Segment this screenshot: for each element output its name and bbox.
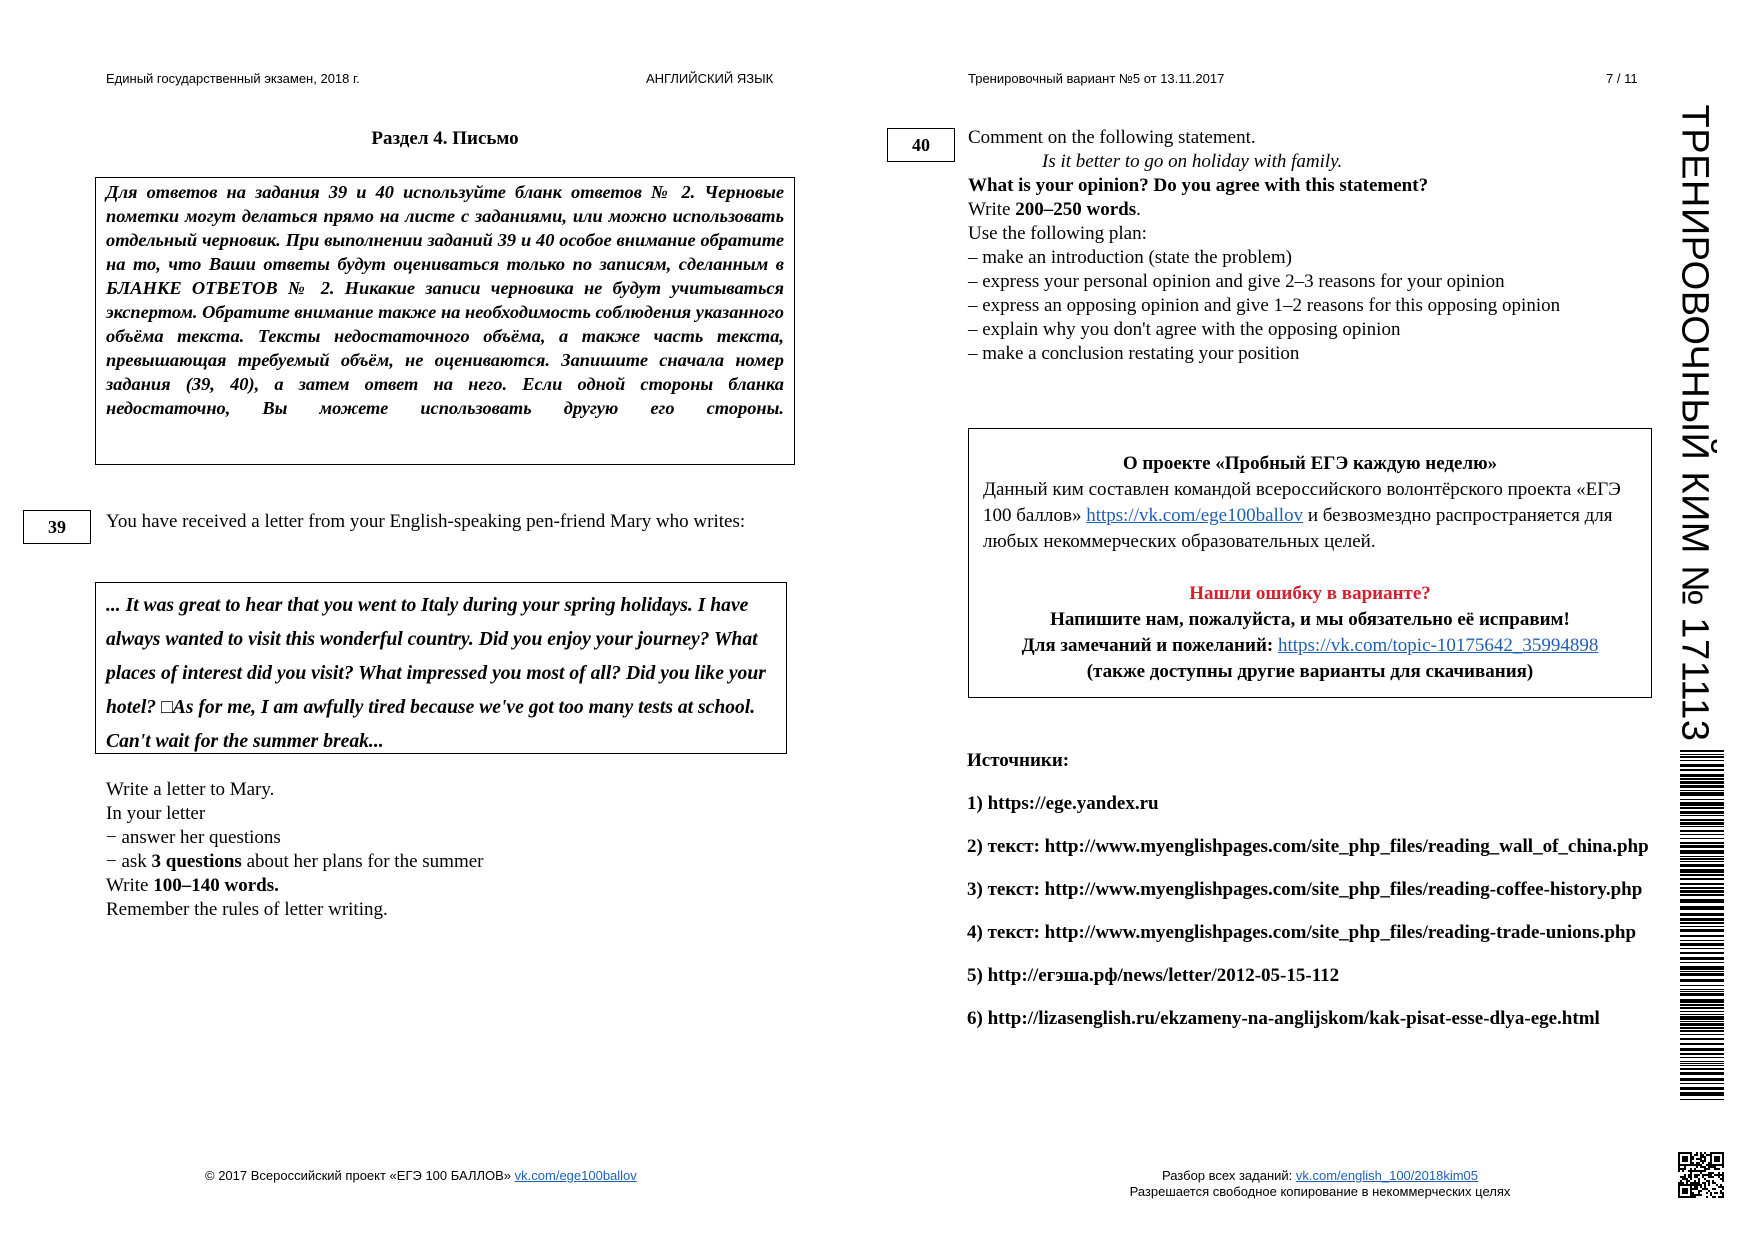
section-title: Раздел 4. Письмо — [371, 128, 519, 149]
task-39-text: − ask — [106, 851, 152, 872]
task-39-line — [106, 874, 483, 898]
sources-title: Источники: — [967, 750, 1070, 771]
task-39-line: Write a letter to Mary. — [106, 779, 275, 800]
footer-text: Разбор всех заданий: — [1161, 1168, 1296, 1183]
footer-copyright — [205, 1168, 637, 1183]
footer-analysis-link[interactable]: vk.com/english_100/2018kim05 — [1295, 1168, 1478, 1183]
task-39-line: In your letter — [106, 803, 206, 824]
instructions-text: Для ответов на задания 39 и 40 используйте бланк ответов № 2. Черновые пометки могут делаться прямо на листе с заданиями, или можно использовать отдельный черновик. При выполнении заданий 39 и 40 особое внимание обратите на то, что Ваши ответы будут оцениваться только по записям, сделанным в БЛАНКЕ ОТВЕТОВ № 2. Никакие записи черновика не будут учитываться экспертом. Обратите внимание также на необходимость соблюдения указанного объёма текста. Тексты недостаточного объёма, а также часть текста, превышающая требуемый объём, не оцениваются. Запишите сначала номер задания (39, 40), а затем ответ на него. Если одной стороны бланка недостаточно, Вы можете использовать другую его стороны. — [106, 182, 784, 418]
task-40-line: Comment on the following statement. — [968, 127, 1256, 148]
task-40-statement: Is it better to go on holiday with family. — [1042, 151, 1343, 172]
task-39-text: Write — [106, 875, 154, 896]
source-item: 2) текст: http://www.myenglishpages.com/site_php_files/reading_wall_of_china.php — [967, 836, 1649, 857]
plan-item: – express an opposing opinion and give 1–2 reasons for this opposing opinion — [968, 295, 1561, 316]
project-text: и безвозмездно распространяется для любых некоммерческих образовательных целей. — [983, 505, 1613, 552]
task-39-bold: 100–140 words. — [153, 875, 279, 896]
plan-item: – express your personal opinion and give 2–3 reasons for your opinion — [968, 271, 1505, 292]
task-39-requirements — [106, 778, 483, 922]
task-40-number: 40 — [887, 128, 955, 162]
header-subject: АНГЛИЙСКИЙ ЯЗЫК — [646, 71, 774, 86]
barcode-icon — [1680, 750, 1724, 1100]
source-item: 4) текст: http://www.myenglishpages.com/site_php_files/reading-trade-unions.php — [967, 922, 1637, 943]
footer-link[interactable]: vk.com/ege100ballov — [514, 1168, 637, 1183]
task-39-line — [106, 850, 483, 874]
feedback-line — [983, 633, 1637, 659]
footer-right — [1030, 1168, 1610, 1200]
task-40-question: What is your opinion? Do you agree with this statement? — [968, 175, 1429, 196]
task-40-body — [968, 126, 1560, 366]
project-text: Данный ким составлен командой всероссийского волонтёрского проекта «ЕГЭ 100 баллов» — [983, 479, 1621, 526]
error-text: Напишите нам, пожалуйста, и мы обязательно её исправим! — [1050, 609, 1570, 630]
source-item: 3) текст: http://www.myenglishpages.com/site_php_files/reading-coffee-history.php — [967, 879, 1643, 900]
project-info-box — [968, 428, 1652, 698]
project-description — [983, 477, 1637, 555]
side-label-text: ТРЕНИРОВОЧНЫЙ КИМ № 171113 — [1673, 104, 1716, 742]
error-title: Нашли ошибку в варианте? — [1189, 583, 1431, 604]
feedback-label: Для замечаний и пожеланий: — [1021, 635, 1278, 656]
side-label — [1672, 104, 1716, 742]
task-40-line — [968, 198, 1560, 222]
feedback-link[interactable]: https://vk.com/topic-10175642_35994898 — [1277, 635, 1599, 656]
source-item: 6) http://lizasenglish.ru/ekzameny-na-anglijskom/kak-pisat-esse-dlya-ege.html — [967, 1008, 1600, 1029]
mary-letter-box — [95, 582, 787, 754]
task-40-text: . — [1136, 199, 1141, 220]
qr-code-icon — [1678, 1152, 1724, 1198]
source-item: 1) https://ege.yandex.ru — [967, 793, 1159, 814]
footer-copy-permission: Разрешается свободное копирование в некоммерческих целях — [1129, 1184, 1511, 1199]
header-variant: Тренировочный вариант №5 от 13.11.2017 — [968, 71, 1225, 86]
task-39-line: Remember the rules of letter writing. — [106, 899, 388, 920]
task-39-number: 39 — [23, 510, 91, 544]
also-available: (также доступны другие варианты для скачивания) — [1086, 661, 1534, 682]
plan-item: – make a conclusion restating your position — [968, 343, 1300, 364]
header-page-number: 7 / 11 — [1606, 71, 1638, 86]
task-40-text: Write — [968, 199, 1016, 220]
source-item: 5) http://егэша.рф/news/letter/2012-05-15-112 — [967, 965, 1340, 986]
task-40-line: Use the following plan: — [968, 223, 1147, 244]
task-39-bold: 3 questions — [151, 851, 242, 872]
footer-text: © 2017 Всероссийский проект «ЕГЭ 100 БАЛЛОВ» — [205, 1168, 515, 1183]
footer-analysis-line — [1030, 1168, 1610, 1184]
project-link[interactable]: https://vk.com/ege100ballov — [1086, 505, 1304, 526]
plan-item: – make an introduction (state the problem) — [968, 247, 1292, 268]
task-39-line: − answer her questions — [106, 827, 281, 848]
sources-list — [967, 748, 1657, 1049]
mary-letter-text: ... It was great to hear that you went to Italy during your spring holidays. I have always wanted to visit this wonderful country. Did you enjoy your journey? What places of interest did you visit? What impressed you most of all? Did you like your hotel? □As for me, I am awfully tired because we've got too many tests at school. Can't wait for the summer break... — [106, 595, 766, 752]
header-exam-title: Единый государственный экзамен, 2018 г. — [106, 71, 360, 86]
project-title: О проекте «Пробный ЕГЭ каждую неделю» — [1122, 453, 1498, 474]
task-39-text: about her plans for the summer — [241, 851, 484, 872]
instructions-box — [95, 177, 795, 465]
task-39-intro: You have received a letter from your English-speaking pen-friend Mary who writes: — [106, 511, 746, 532]
task-40-bold: 200–250 words — [1015, 199, 1137, 220]
plan-item: – explain why you don't agree with the opposing opinion — [968, 319, 1401, 340]
